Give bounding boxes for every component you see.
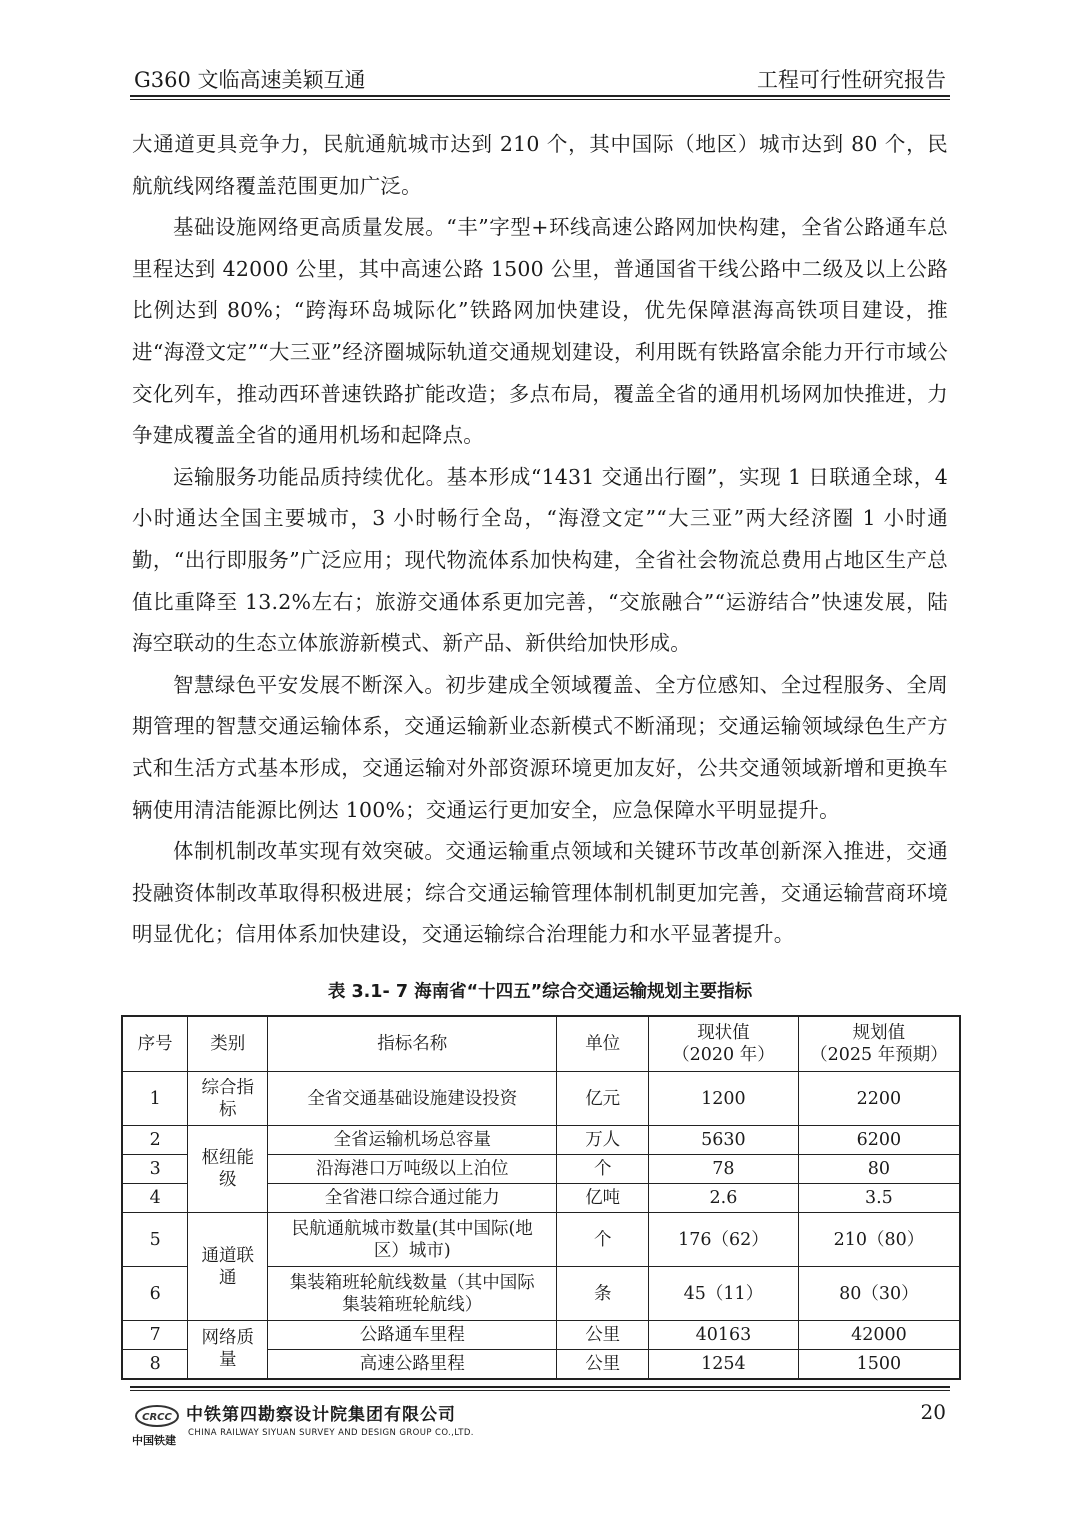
paragraph: 智慧绿色平安发展不断深入。初步建成全领域覆盖、全方位感知、全过程服务、全周期管理的智慧交通运输体系，交通运输新业态新模式不断涌现；交通运输领域绿色生产方式和生活方式基本形成，交通运输对外部资源环境更加友好，公共交通领域新增和更换车辆使用清洁能源比例达 100%；交通运行更加安全，应急保障水平明显提升。	[132, 672, 948, 822]
table-row	[122, 1321, 960, 1350]
cell-plan: 80（30）	[798, 1267, 960, 1321]
cell-current: 1200	[649, 1072, 799, 1126]
cell-current: 2.6	[649, 1184, 799, 1213]
cell-plan: 210（80）	[798, 1213, 960, 1267]
cell-plan: 80	[798, 1155, 960, 1184]
cell-unit: 万人	[557, 1126, 649, 1155]
header-indicator: 指标名称	[268, 1016, 557, 1072]
category-line2: 级	[219, 1170, 237, 1190]
company-name-en: CHINA RAILWAY SIYUAN SURVEY AND DESIGN GROUP CO.,LTD.	[188, 1428, 474, 1438]
table-row	[122, 1126, 960, 1155]
cell-no: 8	[122, 1350, 188, 1379]
category-line1: 综合指	[201, 1077, 255, 1098]
header-plan	[798, 1016, 960, 1072]
cell-indicator: 高速公路里程	[268, 1350, 557, 1379]
cell-unit: 公里	[557, 1321, 649, 1350]
cell-no: 5	[122, 1213, 188, 1267]
cell-plan: 3.5	[798, 1184, 960, 1213]
category-line2: 量	[219, 1350, 237, 1371]
indicators-table	[121, 1015, 961, 1380]
header-no: 序号	[122, 1016, 188, 1072]
cell-no: 7	[122, 1321, 188, 1350]
report-type-title: 工程可行性研究报告	[757, 68, 946, 92]
header-unit: 单位	[557, 1016, 649, 1072]
cell-category	[188, 1321, 268, 1379]
cell-indicator: 全省交通基础设施建设投资	[268, 1072, 557, 1126]
table-header-row	[122, 1016, 960, 1072]
header-current-line1: 现状值	[697, 1023, 750, 1043]
cell-current: 45（11）	[649, 1267, 799, 1321]
table-row	[122, 1072, 960, 1126]
indicator-line2: 区）城市)	[373, 1240, 451, 1261]
paragraph: 大通道更具竞争力，民航通航城市达到 210 个，其中国际（地区）城市达到 80 个，民航航线网络覆盖范围更加广泛。	[132, 132, 948, 198]
table-caption: 表 3.1- 7 海南省“十四五”综合交通运输规划主要指标	[327, 982, 753, 1002]
footer-rule	[130, 1386, 950, 1388]
cell-plan: 6200	[798, 1126, 960, 1155]
company-name: 中铁第四勘察设计院集团有限公司	[186, 1405, 456, 1425]
cell-category	[188, 1072, 268, 1126]
cell-unit: 亿元	[557, 1072, 649, 1126]
footer-rule-thin	[130, 1390, 950, 1391]
table-row	[122, 1213, 960, 1267]
paragraph: 运输服务功能品质持续优化。基本形成“1431 交通出行圈”，实现 1 日联通全球，4 小时通达全国主要城市，3 小时畅行全岛，“海澄文定”“大三亚”两大经济圈 1 小时通勤，“出行即服务”广泛应用；现代物流体系加快构建，全省社会物流总费用占地区生产总值比重降至 13.2%左右；旅游交通体系更加完善，“交旅融合”“运游结合”快速发展，陆海空联动的生态立体旅游新模式、新产品、新供给加快形成。	[132, 464, 948, 656]
cell-no: 2	[122, 1126, 188, 1155]
cell-unit: 公里	[557, 1350, 649, 1379]
cell-indicator: 全省运输机场总容量	[268, 1126, 557, 1155]
header-current-line2: （2020 年）	[672, 1045, 775, 1065]
cell-current: 5630	[649, 1126, 799, 1155]
category-line2: 通	[219, 1267, 237, 1288]
page-number: 20	[920, 1400, 946, 1424]
cell-category	[188, 1126, 268, 1213]
category-line1: 枢纽能	[201, 1148, 255, 1168]
body-text	[132, 124, 948, 956]
indicator-line1: 集装箱班轮航线数量（其中国际	[289, 1272, 535, 1293]
cell-unit: 亿吨	[557, 1184, 649, 1213]
header-current	[649, 1016, 799, 1072]
cell-unit: 个	[557, 1155, 649, 1184]
cell-indicator: 公路通车里程	[268, 1321, 557, 1350]
cell-indicator: 全省港口综合通过能力	[268, 1184, 557, 1213]
cell-plan: 2200	[798, 1072, 960, 1126]
cell-current: 78	[649, 1155, 799, 1184]
cell-category	[188, 1213, 268, 1321]
indicator-line1: 民航通航城市数量(其中国际(地	[291, 1218, 533, 1239]
header-rule-thin	[130, 99, 950, 100]
cell-plan: 1500	[798, 1350, 960, 1379]
page-footer	[130, 1386, 950, 1456]
header-rule	[130, 95, 950, 97]
cell-indicator	[268, 1213, 557, 1267]
cell-no: 1	[122, 1072, 188, 1126]
cell-plan: 42000	[798, 1321, 960, 1350]
cell-no: 3	[122, 1155, 188, 1184]
paragraph: 基础设施网络更高质量发展。“丰”字型+环线高速公路网加快构建，全省公路通车总里程达到 42000 公里，其中高速公路 1500 公里，普通国省干线公路中二级及以上公路比例达到 80%；“跨海环岛城际化”铁路网加快建设，优先保障湛海高铁项目建设，推进“海澄文定”“大三亚”经济圈城际轨道交通规划建设，利用既有铁路富余能力开行市域公交化列车，推动西环普速铁路扩能改造；多点布局，覆盖全省的通用机场网加快推进，力争建成覆盖全省的通用机场和起降点。	[132, 215, 948, 448]
category-line2: 标	[219, 1099, 237, 1120]
cell-indicator: 沿海港口万吨级以上泊位	[268, 1155, 557, 1184]
category-line1: 网络质	[201, 1328, 255, 1349]
cell-unit: 个	[557, 1213, 649, 1267]
cell-current: 1254	[649, 1350, 799, 1379]
cell-current: 176（62）	[649, 1213, 799, 1267]
cell-no: 4	[122, 1184, 188, 1213]
brand-name: 中国铁建	[132, 1434, 176, 1447]
logo-text: CRCC	[142, 1412, 172, 1423]
header-category: 类别	[188, 1016, 268, 1072]
cell-unit: 条	[557, 1267, 649, 1321]
header-plan-line1: 规划值	[852, 1023, 906, 1043]
report-project-title: G360 文临高速美颖互通	[134, 68, 366, 92]
header-plan-line2: （2025 年预期）	[810, 1045, 948, 1065]
category-line1: 通道联	[201, 1245, 255, 1266]
cell-current: 40163	[649, 1321, 799, 1350]
indicator-line2: 集装箱班轮航线）	[342, 1294, 483, 1315]
page-header	[130, 58, 950, 98]
cell-indicator	[268, 1267, 557, 1321]
cell-no: 6	[122, 1267, 188, 1321]
paragraph: 体制机制改革实现有效突破。交通运输重点领域和关键环节改革创新深入推进，交通投融资体制改革取得积极进展；综合交通运输管理体制机制更加完善，交通运输营商环境明显优化；信用体系加快建设，交通运输综合治理能力和水平显著提升。	[132, 839, 948, 947]
